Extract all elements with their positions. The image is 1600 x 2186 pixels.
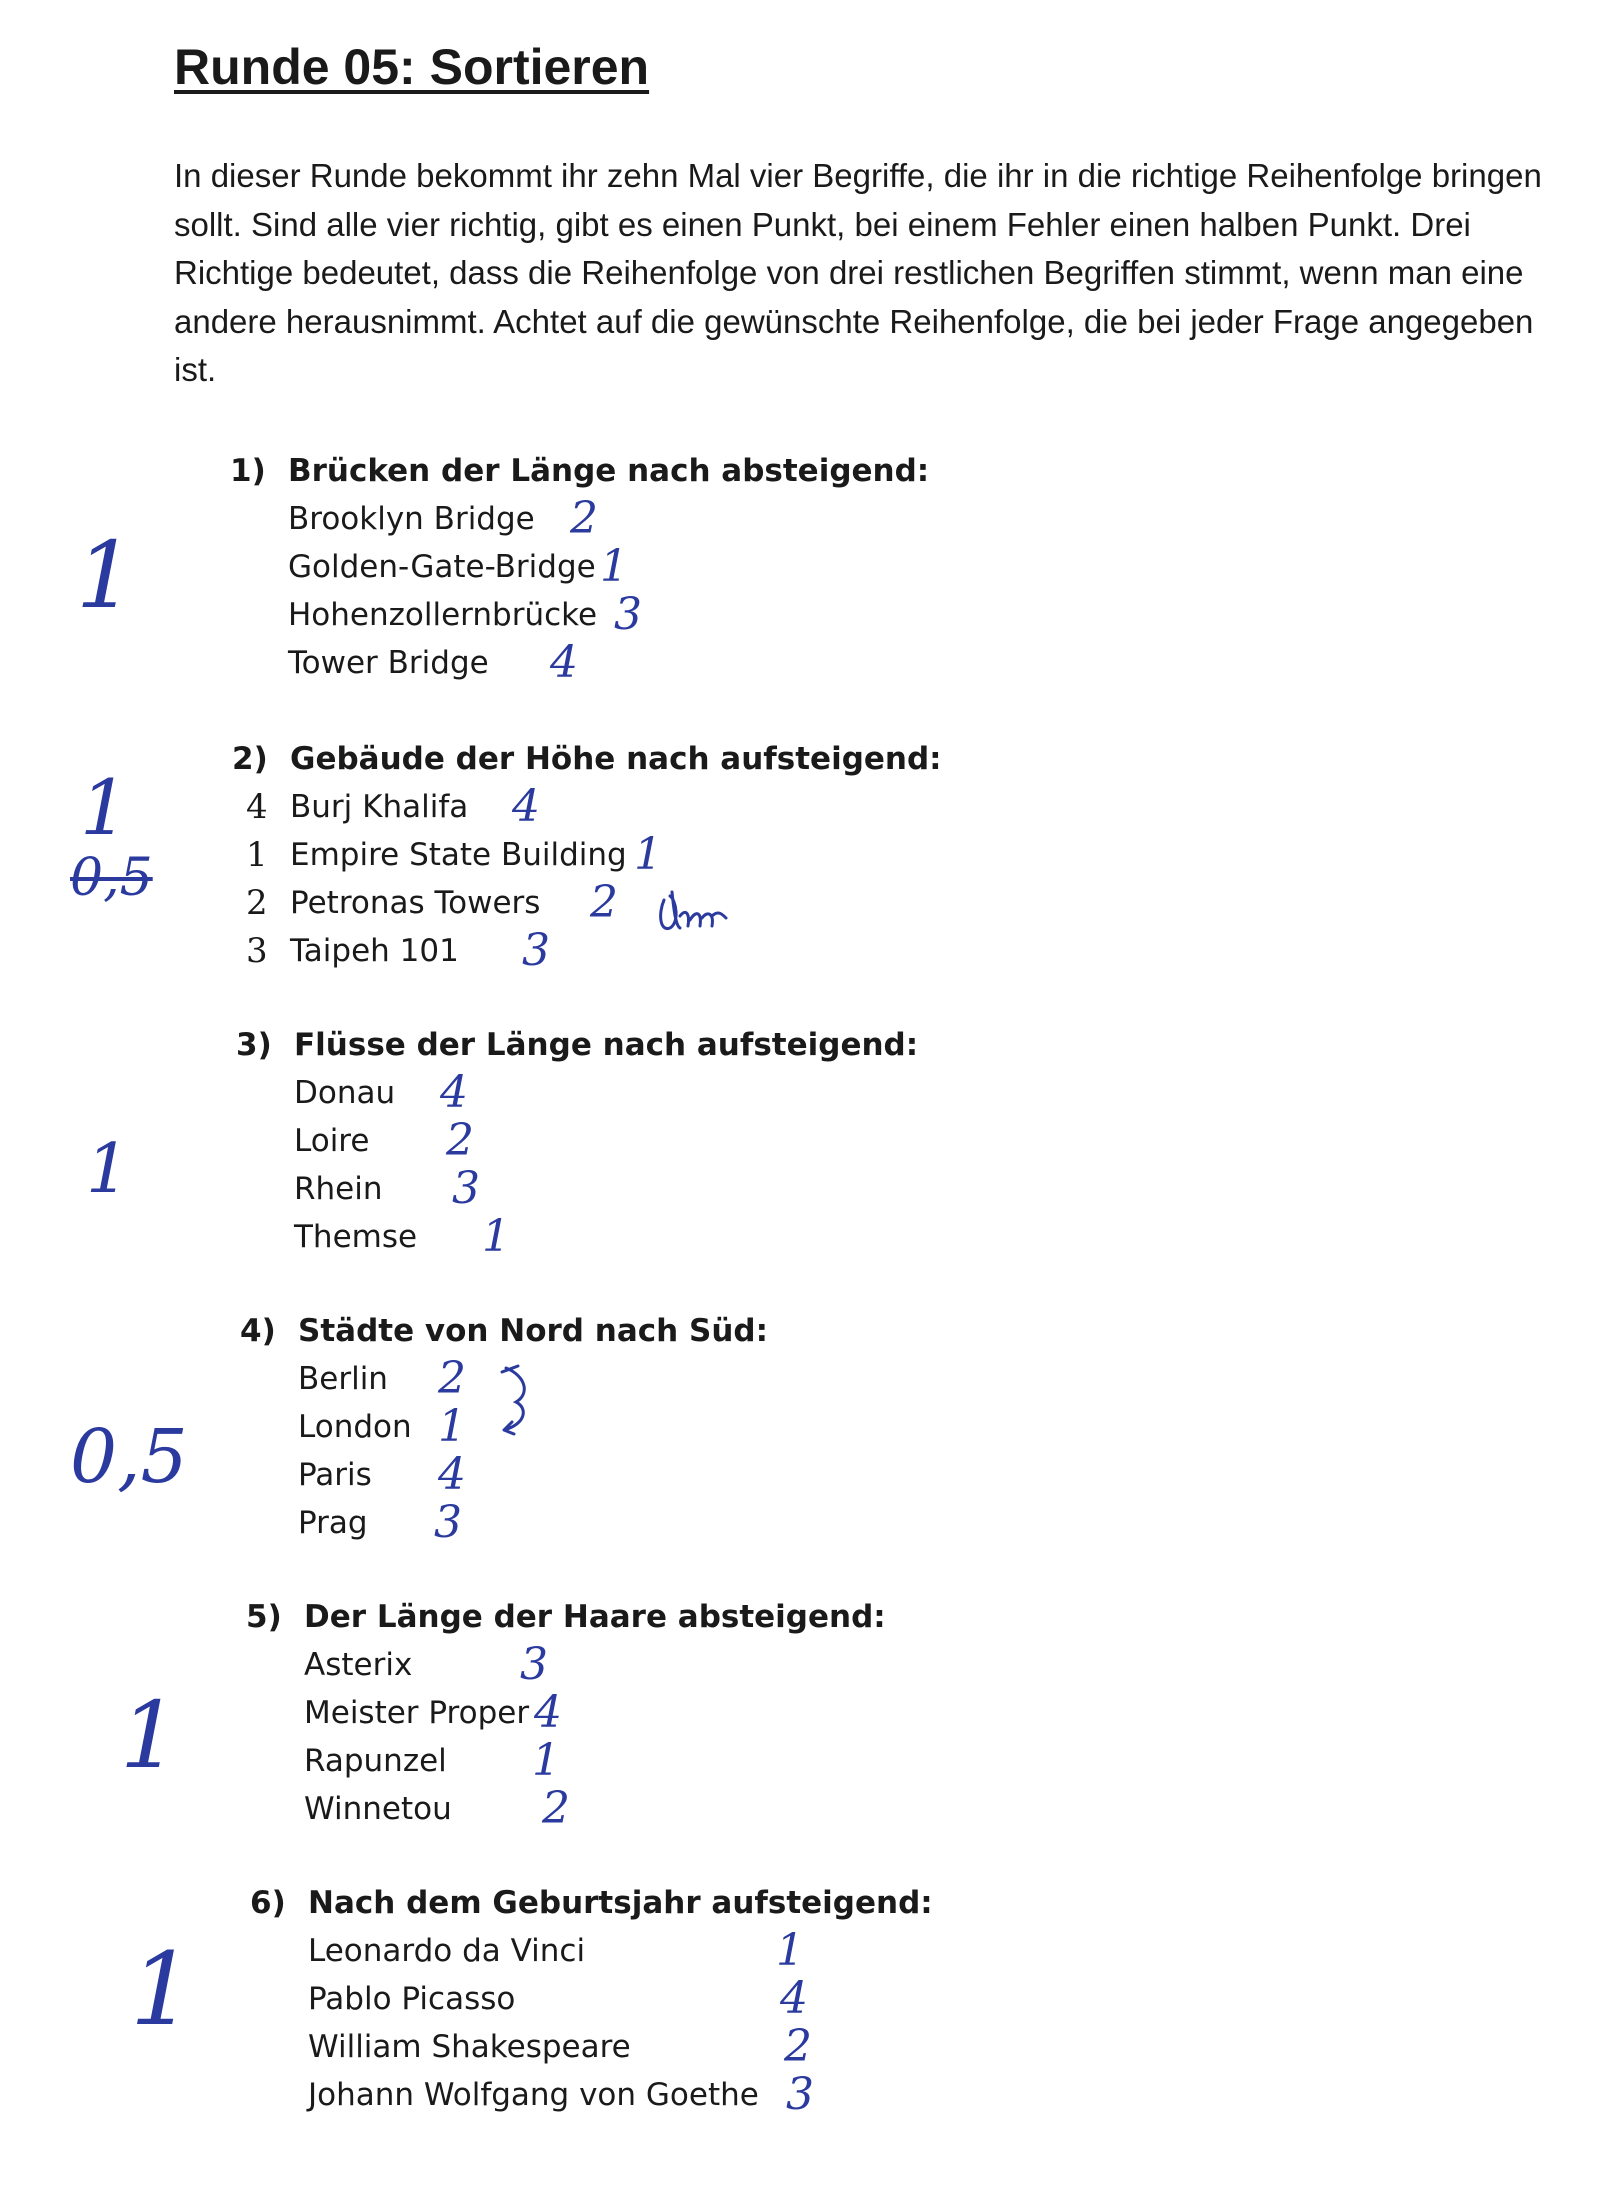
item-label: Themse (294, 1219, 418, 1255)
handwritten-answer: 3 (434, 1497, 462, 1548)
list-item (294, 1117, 918, 1165)
item-label: Golden-Gate-Bridge (288, 549, 596, 585)
question-heading (250, 1880, 933, 1927)
item-label: Taipeh 101 (290, 933, 459, 969)
list-item (246, 877, 942, 928)
question-number: 1) (230, 453, 266, 489)
handwritten-answer: 3 (452, 1163, 480, 1214)
handwritten-prefix: 1 (246, 835, 268, 875)
list-item (308, 2071, 933, 2119)
handwritten-answer: 1 (482, 1211, 510, 1262)
list-item (308, 1975, 933, 2023)
question-1 (230, 448, 929, 687)
score-mark: 0,5 (70, 1414, 188, 1500)
list-item (304, 1641, 886, 1689)
item-label: Berlin (298, 1361, 388, 1397)
page-title: Runde 05: Sortieren (174, 39, 650, 95)
list-item (304, 1737, 886, 1785)
item-label: Hohenzollernbrücke (288, 597, 598, 633)
item-label: Meister Proper (304, 1695, 530, 1731)
handwritten-answer: 3 (520, 1639, 548, 1690)
handwritten-answer: 4 (512, 781, 540, 832)
handwritten-answer: 1 (532, 1735, 560, 1786)
item-label: William Shakespeare (308, 2029, 631, 2065)
initials-signature-icon (650, 870, 730, 940)
item-label: Burj Khalifa (290, 789, 469, 825)
question-number: 6) (250, 1885, 286, 1921)
question-3 (236, 1022, 918, 1261)
item-label: Paris (298, 1457, 372, 1493)
item-label: Johann Wolfgang von Goethe (308, 2077, 759, 2113)
question-title: Städte von Nord nach Süd: (298, 1313, 768, 1349)
question-2 (232, 736, 942, 975)
handwritten-prefix: 4 (246, 787, 268, 827)
list-item (298, 1451, 768, 1499)
handwritten-answer: 4 (534, 1687, 562, 1738)
handwritten-answer: 2 (438, 1353, 466, 1404)
list-item (246, 829, 942, 880)
score-mark: 1 (80, 763, 129, 852)
list-item (288, 639, 929, 687)
question-heading (240, 1308, 768, 1355)
list-item (308, 1927, 933, 1975)
item-label: Tower Bridge (288, 645, 489, 681)
handwritten-answer: 1 (600, 541, 628, 592)
handwritten-answer: 2 (784, 2021, 812, 2072)
swap-arrow-icon (492, 1360, 542, 1450)
handwritten-answer: 4 (440, 1067, 468, 1118)
handwritten-prefix: 3 (246, 931, 268, 971)
handwritten-answer: 2 (542, 1783, 570, 1834)
question-number: 4) (240, 1313, 276, 1349)
item-label: Pablo Picasso (308, 1981, 516, 2017)
item-label: Winnetou (304, 1791, 452, 1827)
question-title: Gebäude der Höhe nach aufsteigend: (290, 741, 942, 777)
question-5 (246, 1594, 886, 1833)
list-item (308, 2023, 933, 2071)
question-title: Flüsse der Länge nach aufsteigend: (294, 1027, 919, 1063)
instructions-paragraph: In dieser Runde bekommt ihr zehn Mal vier Begriffe, die ihr in die richtige Reihenfolge bringen sollt. Sind alle vier richtig, gibt es einen Punkt, bei einem Fehler einen halben Punkt. Drei Richtige bedeutet, dass die Reihenfolge von drei restlichen Begriffen stimmt, wenn man eine andere herausnimmt. Achtet auf die gewünschte Reihenfolge, die bei jeder Frage angegeben ist. (174, 157, 1542, 388)
question-number: 5) (246, 1599, 282, 1635)
question-title: Nach dem Geburtsjahr aufsteigend: (308, 1885, 933, 1921)
struck-score-mark: 0,5 (70, 848, 153, 908)
handwritten-answer: 1 (438, 1401, 466, 1452)
item-label: Asterix (304, 1647, 413, 1683)
question-heading (236, 1022, 918, 1069)
item-label: Prag (298, 1505, 368, 1541)
handwritten-answer: 2 (570, 493, 598, 544)
question-heading (230, 448, 929, 495)
handwritten-answer: 4 (780, 1973, 808, 2024)
question-title: Brücken der Länge nach absteigend: (288, 453, 930, 489)
item-label: Leonardo da Vinci (308, 1933, 586, 1969)
item-label: Petronas Towers (290, 885, 541, 921)
item-label: London (298, 1409, 412, 1445)
item-label: Rhein (294, 1171, 383, 1207)
list-item (298, 1499, 768, 1547)
question-number: 2) (232, 741, 268, 777)
score-mark: 1 (76, 522, 135, 629)
handwritten-answer: 1 (634, 829, 662, 880)
list-item (294, 1213, 918, 1261)
question-heading (246, 1594, 886, 1641)
question-heading (232, 736, 942, 783)
score-mark: 1 (130, 1931, 194, 2048)
item-label: Empire State Building (290, 837, 627, 873)
item-label: Brooklyn Bridge (288, 501, 535, 537)
question-number: 3) (236, 1027, 272, 1063)
handwritten-answer: 3 (786, 2069, 814, 2120)
question-6 (250, 1880, 933, 2119)
handwritten-prefix: 2 (246, 883, 268, 923)
list-item (246, 925, 942, 976)
list-item (294, 1069, 918, 1117)
list-item (304, 1785, 886, 1833)
list-item (288, 591, 929, 639)
handwritten-answer: 1 (776, 1925, 804, 1976)
list-item (246, 781, 942, 832)
handwritten-answer: 3 (522, 925, 550, 976)
question-title: Der Länge der Haare absteigend: (304, 1599, 886, 1635)
handwritten-answer: 4 (438, 1449, 466, 1500)
handwritten-answer: 2 (446, 1115, 474, 1166)
handwritten-answer: 2 (590, 877, 618, 928)
item-label: Loire (294, 1123, 370, 1159)
list-item (288, 495, 929, 543)
handwritten-answer: 3 (614, 589, 642, 640)
handwritten-answer: 4 (550, 637, 578, 688)
list-item (294, 1165, 918, 1213)
list-item (288, 543, 929, 591)
score-mark: 1 (120, 1682, 179, 1789)
item-label: Donau (294, 1075, 396, 1111)
item-label: Rapunzel (304, 1743, 447, 1779)
score-mark: 1 (86, 1130, 130, 1209)
list-item (304, 1689, 886, 1737)
